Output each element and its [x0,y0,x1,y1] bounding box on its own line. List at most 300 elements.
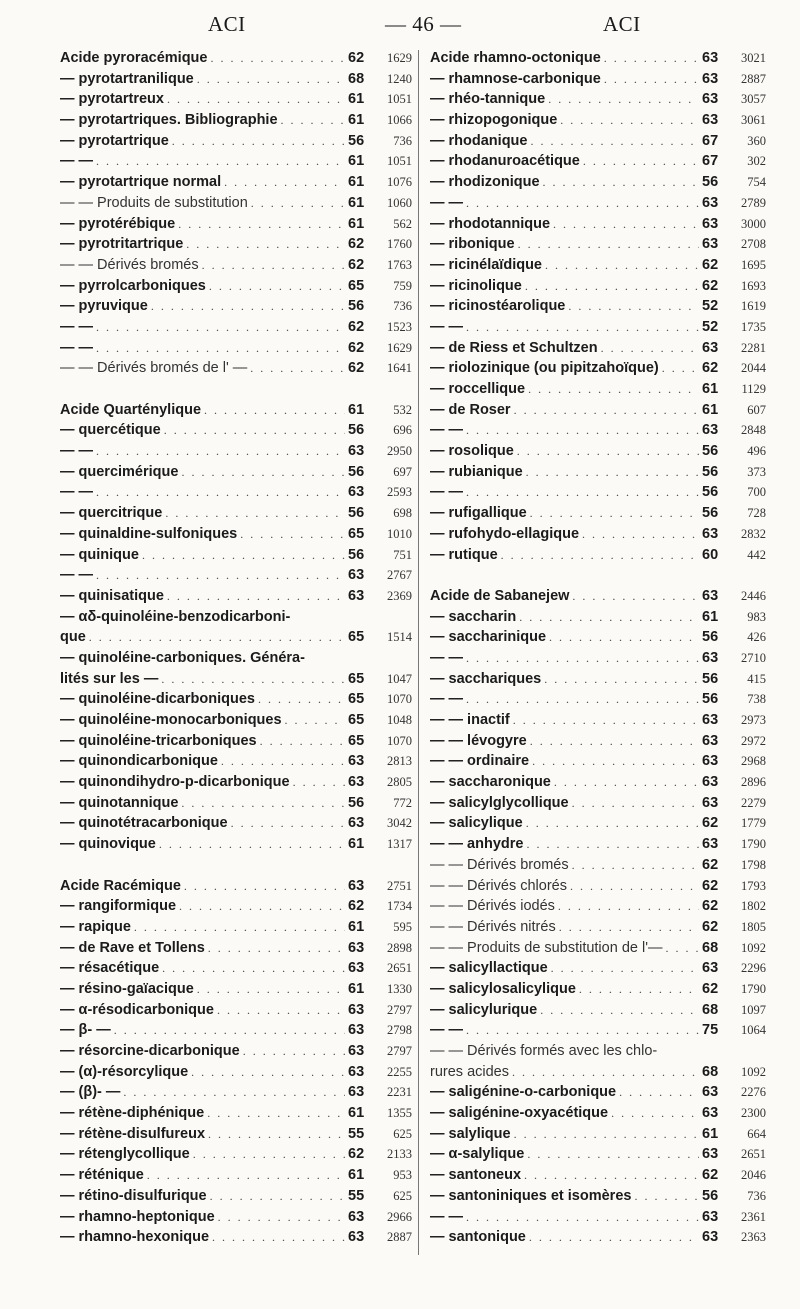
page-reference: 360 [747,133,766,148]
page-reference: 1317 [387,837,412,852]
entry-label: — salicylurique [430,1001,538,1018]
page-reference: 1695 [741,257,766,272]
volume-number: 63 [348,753,365,770]
dot-leader [601,341,699,356]
volume-number: 62 [702,918,719,935]
entry-label: — quercimérique [60,463,179,480]
volume-number: 65 [348,277,365,294]
dot-leader [191,1065,345,1080]
dot-leader [210,51,345,66]
index-entry [430,919,766,940]
entry-label: — αδ-quinoléine-benzodicarboni- [60,608,291,625]
page-reference: 1779 [741,816,766,831]
volume-number: 63 [348,960,365,977]
volume-number: 63 [348,1084,365,1101]
dot-leader [527,1147,699,1162]
entry-label: — pyrotritartrique [60,236,184,253]
entry-label: — résacétique [60,960,160,977]
dot-leader [611,1106,699,1121]
page-reference: 2968 [741,754,766,769]
entry-label: — rhodanique [430,132,528,149]
page-reference: 1693 [741,278,766,293]
index-entry [430,671,766,692]
entry-label: — rhodanuroacétique [430,153,580,170]
volume-number: 63 [348,1001,365,1018]
volume-number: 61 [348,401,365,418]
volume-number: 52 [702,298,719,315]
running-header [0,6,800,36]
volume-number: 68 [702,1001,719,1018]
page-reference: 625 [393,1188,412,1203]
entry-label: — pyrotartranilique [60,70,194,87]
index-entry [60,216,412,237]
index-entry [430,216,766,237]
entry-label: Acide pyroracémique [60,50,208,66]
dot-leader [240,527,345,542]
volume-number: 56 [702,174,719,191]
volume-number: 61 [348,836,365,853]
index-entry [60,133,412,154]
entry-label: — résorcine-dicarbonique [60,1043,240,1059]
dot-leader [526,816,699,831]
index-entry [60,464,412,485]
index-entry [60,1064,412,1085]
index-entry [430,857,766,878]
entry-label: — salylique [430,1125,511,1142]
page-reference: 3021 [741,51,766,65]
entry-label: — rubianique [430,463,523,480]
volume-number: 52 [702,318,719,335]
index-entry [60,629,412,650]
volume-number: 56 [348,505,365,522]
index-entry [430,112,766,133]
dot-leader [519,610,699,625]
index-entry [430,1229,766,1250]
entry-label: — pyrrolcarboniques [60,277,206,294]
index-entry [60,547,412,568]
dot-leader [250,361,345,376]
volume-number: 55 [348,1125,365,1142]
page-reference: 373 [747,464,766,479]
volume-number: 62 [348,339,365,356]
index-entry [60,153,412,174]
index-entry-continued [430,1043,766,1064]
dot-leader [207,1106,345,1121]
page-reference: 1051 [387,154,412,169]
entry-label: Acide Quarténylique [60,401,202,418]
page-reference: 1735 [741,319,766,334]
index-entry [430,340,766,361]
volume-number: 63 [702,774,719,791]
index-entry [60,236,412,257]
index-entry [430,50,766,71]
volume-number: 63 [348,939,365,956]
volume-number: 56 [348,794,365,811]
dot-leader [89,630,345,645]
dot-leader [572,858,699,873]
entry-label: — rhodizonique [430,174,540,191]
entry-label: — quinondicarbonique [60,753,218,770]
header-right: ACI [603,12,641,36]
dot-leader [281,113,345,128]
index-entry [430,402,766,423]
page-reference: 772 [393,795,412,810]
page-reference: 1641 [387,361,412,376]
dot-leader [197,982,345,997]
page-reference: 3000 [741,216,766,231]
entry-label: — — inactif [430,712,510,728]
index-entry [60,1002,412,1023]
entry-label: que [60,629,86,646]
entry-label: — pyrotartrique [60,132,169,149]
page-reference: 1076 [387,175,412,190]
volume-number: 63 [702,70,719,87]
page-reference: 2651 [387,961,412,976]
dot-leader [210,1189,345,1204]
volume-number: 63 [702,422,719,439]
page-reference: 728 [747,506,766,521]
page-reference: 2797 [387,1002,412,1017]
page-reference: 2281 [741,340,766,355]
dot-leader [151,299,345,314]
volume-number: 67 [702,153,719,170]
volume-number: 61 [348,1105,365,1122]
volume-number: 63 [702,1146,719,1163]
page-reference: 2973 [741,713,766,727]
page-reference: 1070 [387,733,412,748]
page-reference: 562 [393,216,412,231]
dot-leader [161,672,345,687]
volume-number: 63 [702,712,719,728]
dot-leader [529,1230,699,1245]
volume-number: 60 [702,546,719,563]
volume-number: 56 [348,298,365,315]
entry-label: — ricinolique [430,277,522,294]
index-entry [60,1084,412,1105]
entry-label: — pyrotérébique [60,215,176,232]
volume-number: 55 [348,1187,365,1204]
volume-number: 61 [348,194,365,211]
index-entry [60,815,412,836]
index-entry [60,1146,412,1167]
index-entry [60,960,412,981]
page-reference: 2361 [741,1209,766,1224]
volume-number: 63 [348,774,365,791]
dot-leader [514,1127,699,1142]
page-reference: 426 [747,630,766,645]
dot-leader [466,485,699,500]
section-gap [60,381,412,402]
volume-number: 56 [702,463,719,480]
entry-label: — rétino-disulfurique [60,1187,207,1204]
index-entry [60,195,412,216]
volume-number: 63 [348,443,365,460]
volume-number: 62 [348,1146,365,1163]
index-entry [430,898,766,919]
page-reference: 754 [747,175,766,190]
index-entry [60,1022,412,1043]
page-reference: 953 [393,1168,412,1183]
dot-leader [512,1065,699,1080]
volume-number: 56 [348,463,365,480]
page-reference: 2751 [387,878,412,893]
volume-number: 63 [702,50,719,66]
entry-label: — — [430,484,464,501]
section-gap [60,857,412,878]
volume-number: 61 [348,215,365,232]
column-divider [418,50,419,1255]
dot-leader [217,1003,345,1018]
entry-label: — pyruvique [60,298,148,315]
index-entry [60,360,412,381]
dot-leader [662,361,699,376]
page-reference: 738 [747,692,766,707]
dot-leader [466,423,699,438]
index-entry-continued [60,609,412,630]
dot-leader [526,465,699,480]
index-entry [430,91,766,112]
entry-label: — — [60,567,94,584]
volume-number: 56 [348,422,365,439]
page-reference: 302 [747,154,766,169]
volume-number: 63 [702,753,719,770]
volume-number: 63 [348,1229,365,1246]
dot-leader [96,341,345,356]
page-reference: 1060 [387,195,412,210]
entry-label: — rutique [430,546,498,563]
page-reference: 736 [393,299,412,314]
dot-leader [197,72,345,87]
entry-label: — β- — [60,1022,111,1039]
index-entry [430,278,766,299]
dot-leader [619,1085,699,1100]
entry-label: — de Riess et Schultzen [430,339,598,356]
page-reference: 1092 [741,940,766,955]
index-entry [60,919,412,940]
page-reference: 2363 [741,1230,766,1245]
entry-label: Acide Racémique [60,877,181,894]
entry-label: — saccharonique [430,774,551,791]
page-reference: 2255 [387,1064,412,1079]
index-entry [60,526,412,547]
volume-number: 61 [348,918,365,935]
index-entry [60,174,412,195]
entry-label: — santonique [430,1229,526,1246]
index-entry [60,422,412,443]
entry-label: — saligénine-oxyacétique [430,1105,609,1122]
entry-label: — ricinostéarolique [430,298,566,315]
page-reference: 2898 [387,940,412,955]
index-entry [60,940,412,961]
index-entry [430,422,766,443]
volume-number: 63 [348,1043,365,1059]
page-reference: 1793 [741,878,766,893]
page-reference: 595 [393,919,412,934]
dot-leader [545,258,699,273]
index-entry [60,898,412,919]
dot-leader [123,1085,345,1100]
volume-number: 62 [702,1167,719,1184]
dot-leader [513,713,699,728]
entry-label: — salicylique [430,815,523,832]
index-entry [430,257,766,278]
entry-label: — — [60,484,94,501]
entry-label: — sacchariques [430,670,542,687]
entry-label: — quercétique [60,422,161,439]
entry-label: — — Dérivés formés avec les chlo- [430,1043,658,1059]
dot-leader [167,92,345,107]
dot-leader [221,754,345,769]
entry-label: — de Roser [430,401,511,418]
page-reference: 736 [393,133,412,148]
index-entry [430,629,766,650]
entry-label: — rhizopogonique [430,112,558,129]
volume-number: 62 [702,815,719,832]
index-entry [430,319,766,340]
volume-number: 62 [348,360,365,377]
dot-leader [466,1023,699,1038]
entry-label: — quinotannique [60,794,179,811]
index-entry [430,1105,766,1126]
entry-label: — quinovique [60,836,156,853]
volume-number: 61 [348,174,365,191]
volume-number: 61 [348,112,365,129]
page-reference: 625 [393,1126,412,1141]
page-reference: 2231 [387,1085,412,1100]
volume-number: 61 [348,91,365,108]
index-entry [60,753,412,774]
page-reference: 2887 [387,1230,412,1245]
index-entry [430,1022,766,1043]
dot-leader [466,320,699,335]
dot-leader [147,1168,345,1183]
entry-label: — rétène-disulfureux [60,1125,206,1142]
dot-leader [554,775,699,790]
page-reference: 698 [393,506,412,521]
index-entry [430,1064,766,1085]
entry-label: — saccharin [430,608,517,625]
page-reference: 2446 [741,588,766,603]
page-reference: 2279 [741,795,766,810]
page-reference: 1790 [741,837,766,852]
index-entry [430,836,766,857]
page-reference: 1070 [387,692,412,707]
index-entry [430,733,766,754]
volume-number: 63 [348,1063,365,1080]
dot-leader [162,961,345,976]
entry-label: — santoneux [430,1167,522,1184]
volume-number: 62 [702,856,719,873]
entry-label: — pyrotartriques. Bibliographie [60,112,278,129]
dot-leader [218,1210,345,1225]
entry-label: — rapique [60,918,131,935]
volume-number: 61 [702,1125,719,1142]
page-reference: 1064 [741,1023,766,1038]
entry-label: — rhodotannique [430,215,551,232]
dot-leader [548,92,699,107]
index-entry [430,547,766,568]
index-entry [430,753,766,774]
dot-leader [285,713,345,728]
entry-label: — quinoléine-tricarboniques [60,732,257,749]
page-reference: 983 [747,609,766,624]
entry-label: — rangiformique [60,898,177,915]
volume-number: 62 [348,898,365,915]
volume-number: 61 [348,153,365,170]
entry-label: — — Produits de substitution de l'— [430,939,663,956]
index-entry [60,1229,412,1250]
dot-leader [260,734,345,749]
page-reference: 1051 [387,92,412,107]
entry-label: — — [60,443,94,460]
dot-leader [549,630,699,645]
page-reference: 1798 [741,857,766,872]
index-entry [60,1167,412,1188]
index-entry [430,133,766,154]
page-reference: 736 [747,1188,766,1203]
entry-label: — — [60,318,94,335]
index-entry [60,712,412,733]
entry-label: — rosolique [430,443,514,460]
entry-label: — — [430,422,464,439]
dot-leader [209,279,345,294]
volume-number: 61 [348,980,365,997]
index-entry [60,1188,412,1209]
dot-leader [114,1023,345,1038]
dot-leader [604,51,699,66]
page-reference: 1330 [387,981,412,996]
dot-leader [532,754,699,769]
index-entry [430,526,766,547]
volume-number: 65 [348,732,365,749]
dot-leader [551,961,699,976]
index-entry [430,381,766,402]
entry-label: — quinisatique [60,587,164,604]
dot-leader [165,506,345,521]
page-reference: 2797 [387,1044,412,1058]
entry-label: — — lévogyre [430,732,527,749]
dot-leader [243,1044,345,1059]
dot-leader [293,775,345,790]
index-entry [60,112,412,133]
page-reference: 2296 [741,961,766,976]
page-reference: 3061 [741,113,766,128]
index-entry [60,981,412,1002]
dot-leader [251,196,345,211]
volume-number: 56 [348,132,365,149]
index-entry [430,298,766,319]
index-entry [430,236,766,257]
page-reference: 700 [747,485,766,500]
page-reference: 1523 [387,319,412,334]
index-entry [60,340,412,361]
entry-label: — de Rave et Tollens [60,939,205,956]
volume-number: 62 [702,898,719,915]
volume-number: 56 [702,691,719,708]
index-entry [430,1126,766,1147]
entry-label: — résino-gaïacique [60,980,194,997]
dot-leader [167,589,345,604]
volume-number: 61 [348,1167,365,1184]
index-entry [430,774,766,795]
volume-number: 62 [348,50,365,66]
index-entry [60,505,412,526]
page-reference: 2798 [387,1023,412,1038]
volume-number: 65 [348,691,365,708]
dot-leader [178,217,345,232]
index-entry [430,878,766,899]
page-reference: 1048 [387,713,412,727]
